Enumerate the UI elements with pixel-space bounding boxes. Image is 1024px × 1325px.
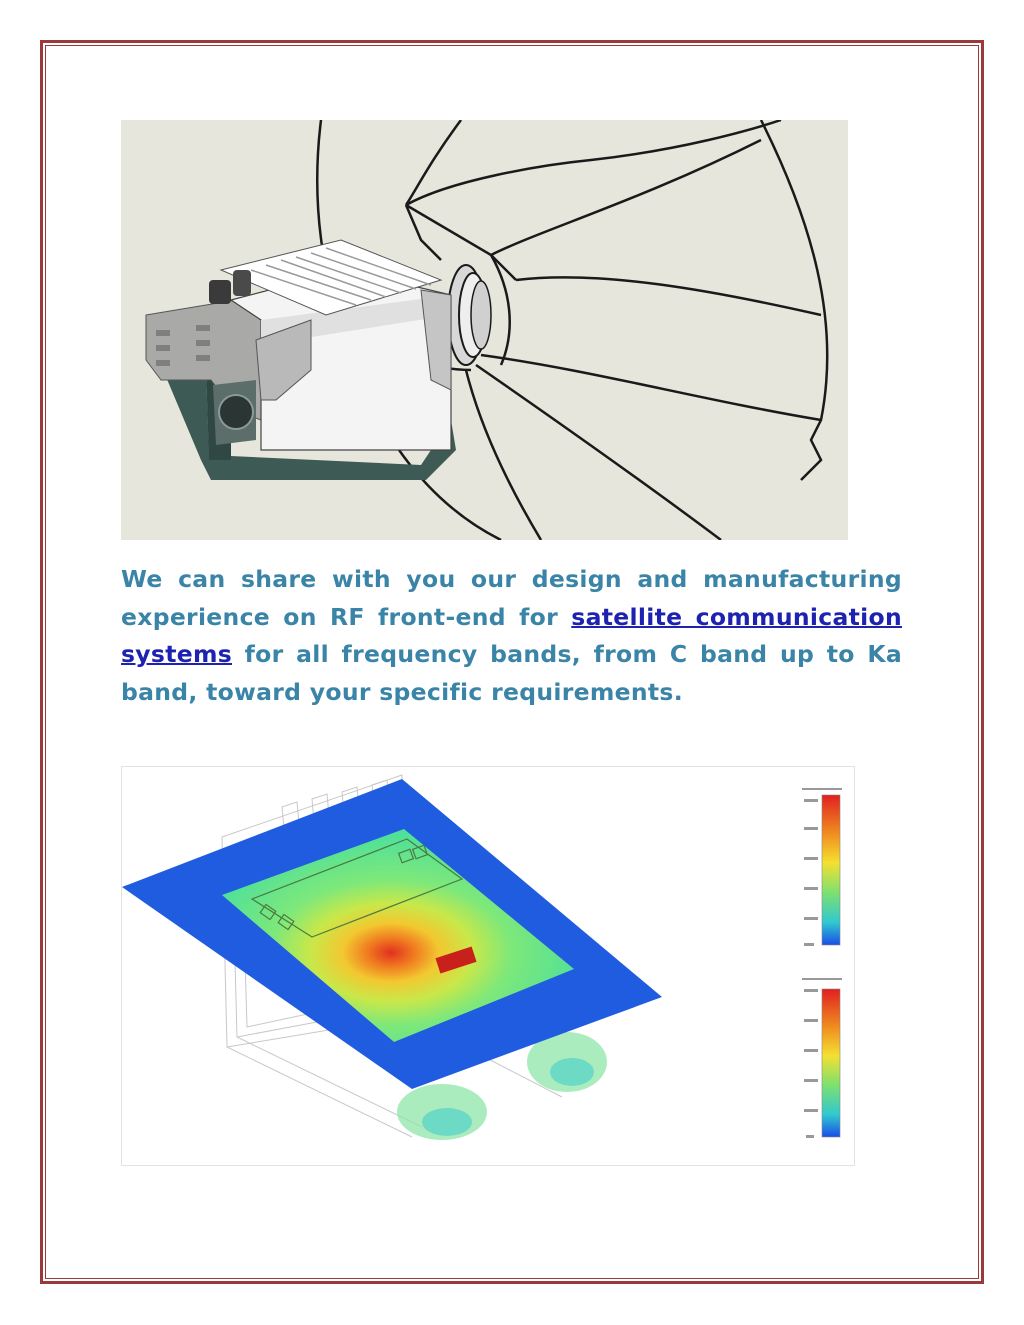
paragraph-text-after-link: for all frequency bands, from C band up to Ka band, toward your specific requirements. (121, 640, 902, 706)
satellite-feed-transceiver-figure (121, 120, 848, 540)
description-paragraph (121, 561, 902, 711)
thermal-simulation-heatmap (122, 767, 855, 1166)
satellite-communication-systems-link[interactable]: satellite communication systems (121, 602, 903, 668)
satellite-feed-transceiver-drawing (121, 120, 848, 540)
thermal-simulation-figure (121, 766, 855, 1166)
paragraph-text-before-link: We can share with you our design and manufacturing experience on RF front-end for (121, 565, 902, 631)
